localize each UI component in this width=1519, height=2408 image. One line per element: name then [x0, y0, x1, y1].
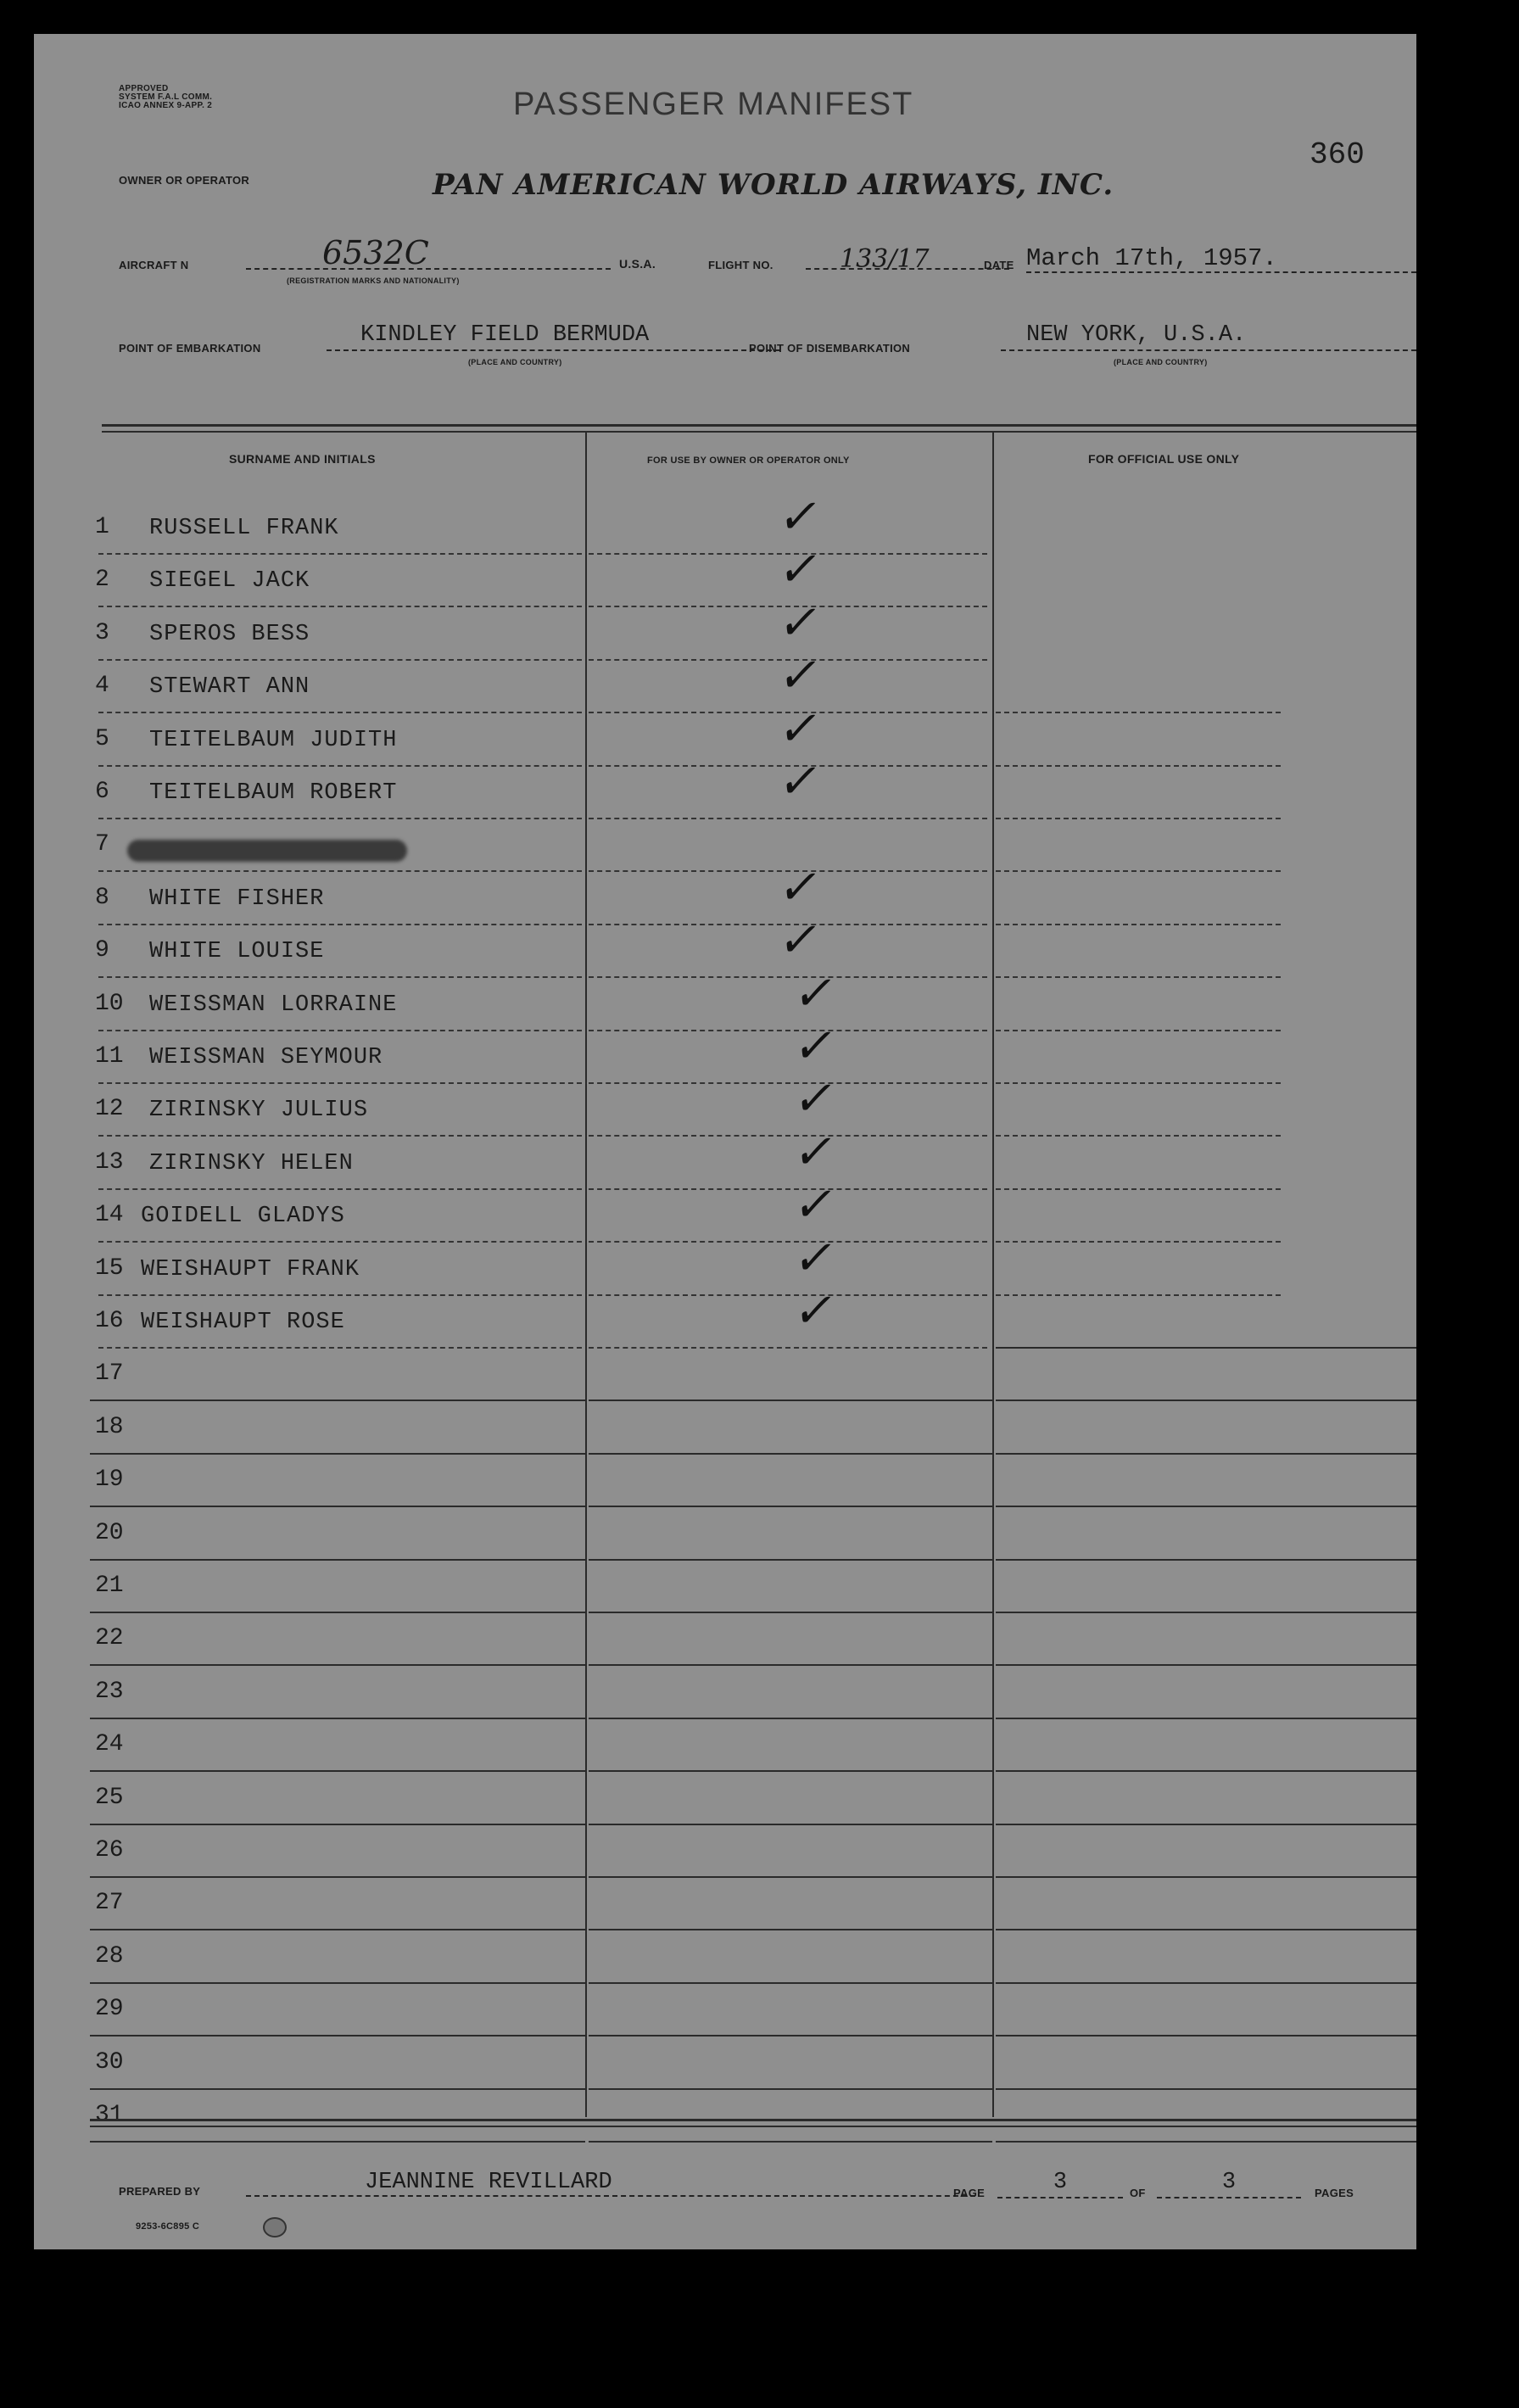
check-mark-icon: ✓ [774, 754, 826, 809]
passenger-name: WEISSMAN SEYMOUR [149, 1045, 383, 1070]
row-rule-names [98, 553, 582, 555]
row-rule-official [996, 1876, 1416, 1878]
prepared-by-value: JEANNINE REVILLARD [246, 2170, 975, 2197]
row-rule-names [90, 1824, 585, 1825]
passenger-name: WHITE LOUISE [149, 939, 325, 964]
approval-line-2: SYSTEM F.A.L COMM. [119, 92, 213, 102]
flight-label: FLIGHT NO. [708, 259, 773, 271]
passenger-name: WEISHAUPT FRANK [141, 1257, 360, 1282]
flight-value: 133/17 [806, 244, 1009, 270]
check-mark-icon: ✓ [790, 1125, 841, 1180]
row-rule-official [996, 1824, 1416, 1825]
row-number: 26 [95, 1837, 124, 1863]
row-rule-names [90, 1982, 585, 1984]
row-rule-official [996, 1664, 1416, 1666]
embarkation-label: POINT OF EMBARKATION [119, 342, 261, 355]
row-number: 12 [95, 1096, 124, 1122]
row-rule-names [98, 1082, 582, 1084]
prepared-by-label: PREPARED BY [119, 2185, 201, 2198]
column-header-names: SURNAME AND INITIALS [229, 452, 376, 466]
row-rule-operator [589, 1718, 992, 1719]
row-rule-official [996, 1612, 1416, 1613]
row-rule-names [90, 1506, 585, 1507]
row-rule-names [90, 2035, 585, 2036]
row-rule-operator [589, 1400, 992, 1401]
row-rule-names [98, 765, 582, 767]
row-rule-operator [589, 1929, 992, 1930]
check-mark-icon: ✓ [790, 1177, 841, 1232]
check-mark-icon: ✓ [774, 860, 826, 915]
row-number: 20 [95, 1520, 124, 1546]
row-rule-operator [589, 1612, 992, 1613]
row-rule-official [996, 1559, 1416, 1561]
check-mark-icon: ✓ [774, 913, 826, 968]
disembarkation-sub: (PLACE AND COUNTRY) [1114, 358, 1208, 366]
row-rule-names [98, 1135, 582, 1137]
row-rule-operator [589, 1824, 992, 1825]
row-rule-operator [589, 1453, 992, 1455]
passenger-name: RUSSELL FRANK [149, 516, 339, 541]
row-rule-operator [589, 1982, 992, 1984]
date-label: DATE [984, 259, 1014, 271]
row-number: 9 [95, 937, 109, 964]
passenger-name: TEITELBAUM ROBERT [149, 780, 398, 806]
row-number: 23 [95, 1679, 124, 1705]
row-rule-names [98, 924, 582, 925]
row-rule-official [996, 2141, 1416, 2143]
row-rule-official [996, 1135, 1281, 1137]
check-mark-icon: ✓ [790, 1019, 841, 1074]
row-rule-names [98, 818, 582, 819]
approval-note [119, 85, 212, 110]
row-rule-official [996, 2035, 1416, 2036]
row-rule-names [90, 1559, 585, 1561]
row-number: 30 [95, 2049, 124, 2076]
row-number: 3 [95, 620, 109, 646]
passenger-name: GOIDELL GLADYS [141, 1204, 345, 1229]
row-rule-operator [589, 2141, 992, 2143]
row-number: 16 [95, 1308, 124, 1334]
row-rule-operator [589, 2035, 992, 2036]
row-number: 31 [95, 2102, 124, 2128]
row-number: 11 [95, 1043, 124, 1070]
table-top-rule [102, 424, 1416, 427]
passenger-name: TEITELBAUM JUDITH [149, 728, 398, 753]
row-number: 14 [95, 1202, 124, 1228]
row-rule-operator [589, 2088, 992, 2090]
row-number: 24 [95, 1731, 124, 1757]
check-mark-icon: ✓ [790, 966, 841, 1021]
check-mark-icon: ✓ [790, 1071, 841, 1126]
row-rule-names [90, 1876, 585, 1878]
passenger-name: WHITE FISHER [149, 886, 325, 912]
row-rule-operator [589, 1559, 992, 1561]
row-rule-operator [589, 1347, 987, 1349]
passenger-name: WEISSMAN LORRAINE [149, 992, 398, 1018]
check-mark-icon: ✓ [774, 648, 826, 703]
redaction-mark [127, 840, 407, 862]
form-code: 9253-6C895 C [136, 2221, 200, 2232]
passenger-name: SPEROS BESS [149, 622, 310, 647]
row-rule-official [996, 2088, 1416, 2090]
row-rule-operator [589, 1188, 987, 1190]
row-number: 2 [95, 567, 109, 593]
owner-value: PAN AMERICAN WORLD AIRWAYS, INC. [433, 168, 1114, 202]
row-rule-official [996, 976, 1281, 978]
row-rule-names [90, 1929, 585, 1930]
row-rule-official [996, 1506, 1416, 1507]
row-number: 7 [95, 831, 109, 858]
row-rule-names [90, 1718, 585, 1719]
row-number: 27 [95, 1890, 124, 1916]
page-value: 3 [997, 2170, 1123, 2198]
passenger-name: WEISHAUPT ROSE [141, 1310, 345, 1335]
column-header-official: FOR OFFICIAL USE ONLY [1088, 452, 1240, 466]
row-number: 15 [95, 1255, 124, 1282]
row-rule-operator [589, 818, 987, 819]
row-rule-official [996, 924, 1281, 925]
row-rule-official [996, 818, 1281, 819]
column-header-operator: FOR USE BY OWNER OR OPERATOR ONLY [647, 455, 850, 466]
approval-line-3: ICAO ANNEX 9-APP. 2 [119, 101, 213, 110]
row-rule-official [996, 1982, 1416, 1984]
row-rule-names [90, 1770, 585, 1772]
row-rule-official [996, 1453, 1416, 1455]
column-divider-1 [585, 431, 587, 2117]
disembarkation-label: POINT OF DISEMBARKATION [749, 342, 911, 355]
check-mark-icon: ✓ [774, 701, 826, 757]
passenger-name: STEWART ANN [149, 674, 310, 700]
usa-label: U.S.A. [619, 257, 656, 271]
of-label: OF [1130, 2187, 1146, 2199]
row-number: 25 [95, 1785, 124, 1811]
row-rule-names [98, 870, 582, 872]
row-number: 17 [95, 1360, 124, 1387]
of-value: 3 [1157, 2170, 1301, 2198]
row-rule-operator [589, 1876, 992, 1878]
row-rule-names [98, 712, 582, 713]
row-rule-official [996, 1294, 1281, 1296]
row-rule-operator [589, 1664, 992, 1666]
disembarkation-value: NEW YORK, U.S.A. [1001, 322, 1416, 351]
row-rule-names [98, 1030, 582, 1031]
row-number: 21 [95, 1573, 124, 1599]
row-rule-names [98, 1188, 582, 1190]
page-stamp-number: 360 [1310, 137, 1365, 172]
row-rule-official [996, 1188, 1281, 1190]
row-rule-names [98, 606, 582, 607]
check-mark-icon: ✓ [774, 595, 826, 651]
row-rule-names [90, 1612, 585, 1613]
passenger-name: ZIRINSKY HELEN [149, 1151, 354, 1176]
date-value: March 17th, 1957. [1026, 244, 1416, 273]
row-number: 4 [95, 673, 109, 699]
aircraft-value: 6532C [246, 234, 611, 270]
row-rule-names [90, 1400, 585, 1401]
table-top-rule-2 [102, 431, 1416, 433]
check-mark-icon: ✓ [774, 542, 826, 597]
passenger-name: SIEGEL JACK [149, 568, 310, 594]
row-number: 29 [95, 1996, 124, 2022]
row-rule-operator [589, 1241, 987, 1243]
form-title: PASSENGER MANIFEST [513, 87, 914, 122]
row-number: 1 [95, 514, 109, 540]
row-number: 13 [95, 1149, 124, 1176]
row-rule-operator [589, 1506, 992, 1507]
row-rule-official [996, 1929, 1416, 1930]
row-rule-official [996, 1400, 1416, 1401]
page-label: PAGE [953, 2187, 986, 2199]
pages-label: PAGES [1315, 2187, 1354, 2199]
row-rule-official [996, 1241, 1281, 1243]
row-rule-names [98, 1347, 582, 1349]
row-rule-names [98, 659, 582, 661]
row-number: 8 [95, 885, 109, 911]
table-bottom-rule [90, 2119, 1416, 2121]
owner-label: OWNER OR OPERATOR [119, 174, 250, 187]
row-number: 18 [95, 1414, 124, 1440]
row-rule-official [996, 1082, 1281, 1084]
manifest-sheet [34, 34, 1416, 2249]
row-number: 22 [95, 1625, 124, 1651]
row-rule-names [90, 1664, 585, 1666]
row-rule-operator [589, 1082, 987, 1084]
row-rule-official [996, 1718, 1416, 1719]
row-number: 19 [95, 1467, 124, 1493]
row-rule-operator [589, 976, 987, 978]
union-label-seal [263, 2217, 287, 2238]
row-rule-operator [589, 1030, 987, 1031]
aircraft-sub: (REGISTRATION MARKS AND NATIONALITY) [287, 277, 460, 285]
row-rule-names [90, 1453, 585, 1455]
row-rule-official [996, 1030, 1281, 1031]
row-number: 10 [95, 991, 124, 1017]
row-rule-official [996, 765, 1281, 767]
column-divider-2 [992, 431, 994, 2117]
row-rule-names [90, 2088, 585, 2090]
aircraft-label: AIRCRAFT N [119, 259, 189, 271]
check-mark-icon: ✓ [790, 1231, 841, 1286]
row-rule-operator [589, 1135, 987, 1137]
row-rule-official [996, 870, 1281, 872]
row-rule-names [98, 1241, 582, 1243]
passenger-name: ZIRINSKY JULIUS [149, 1098, 369, 1123]
embarkation-value: KINDLEY FIELD BERMUDA [327, 322, 780, 351]
table-bottom-rule-2 [90, 2126, 1416, 2127]
check-mark-icon: ✓ [790, 1283, 841, 1338]
row-rule-operator [589, 1770, 992, 1772]
row-rule-official [996, 1770, 1416, 1772]
row-number: 6 [95, 779, 109, 805]
row-rule-official [996, 1347, 1416, 1349]
check-mark-icon: ✓ [774, 489, 826, 545]
row-rule-operator [589, 1294, 987, 1296]
approval-line-1: APPROVED [119, 84, 169, 93]
row-rule-official [996, 712, 1281, 713]
embarkation-sub: (PLACE AND COUNTRY) [468, 358, 562, 366]
row-number: 28 [95, 1943, 124, 1969]
row-number: 5 [95, 726, 109, 752]
row-rule-names [90, 2141, 585, 2143]
row-rule-names [98, 976, 582, 978]
row-rule-names [98, 1294, 582, 1296]
